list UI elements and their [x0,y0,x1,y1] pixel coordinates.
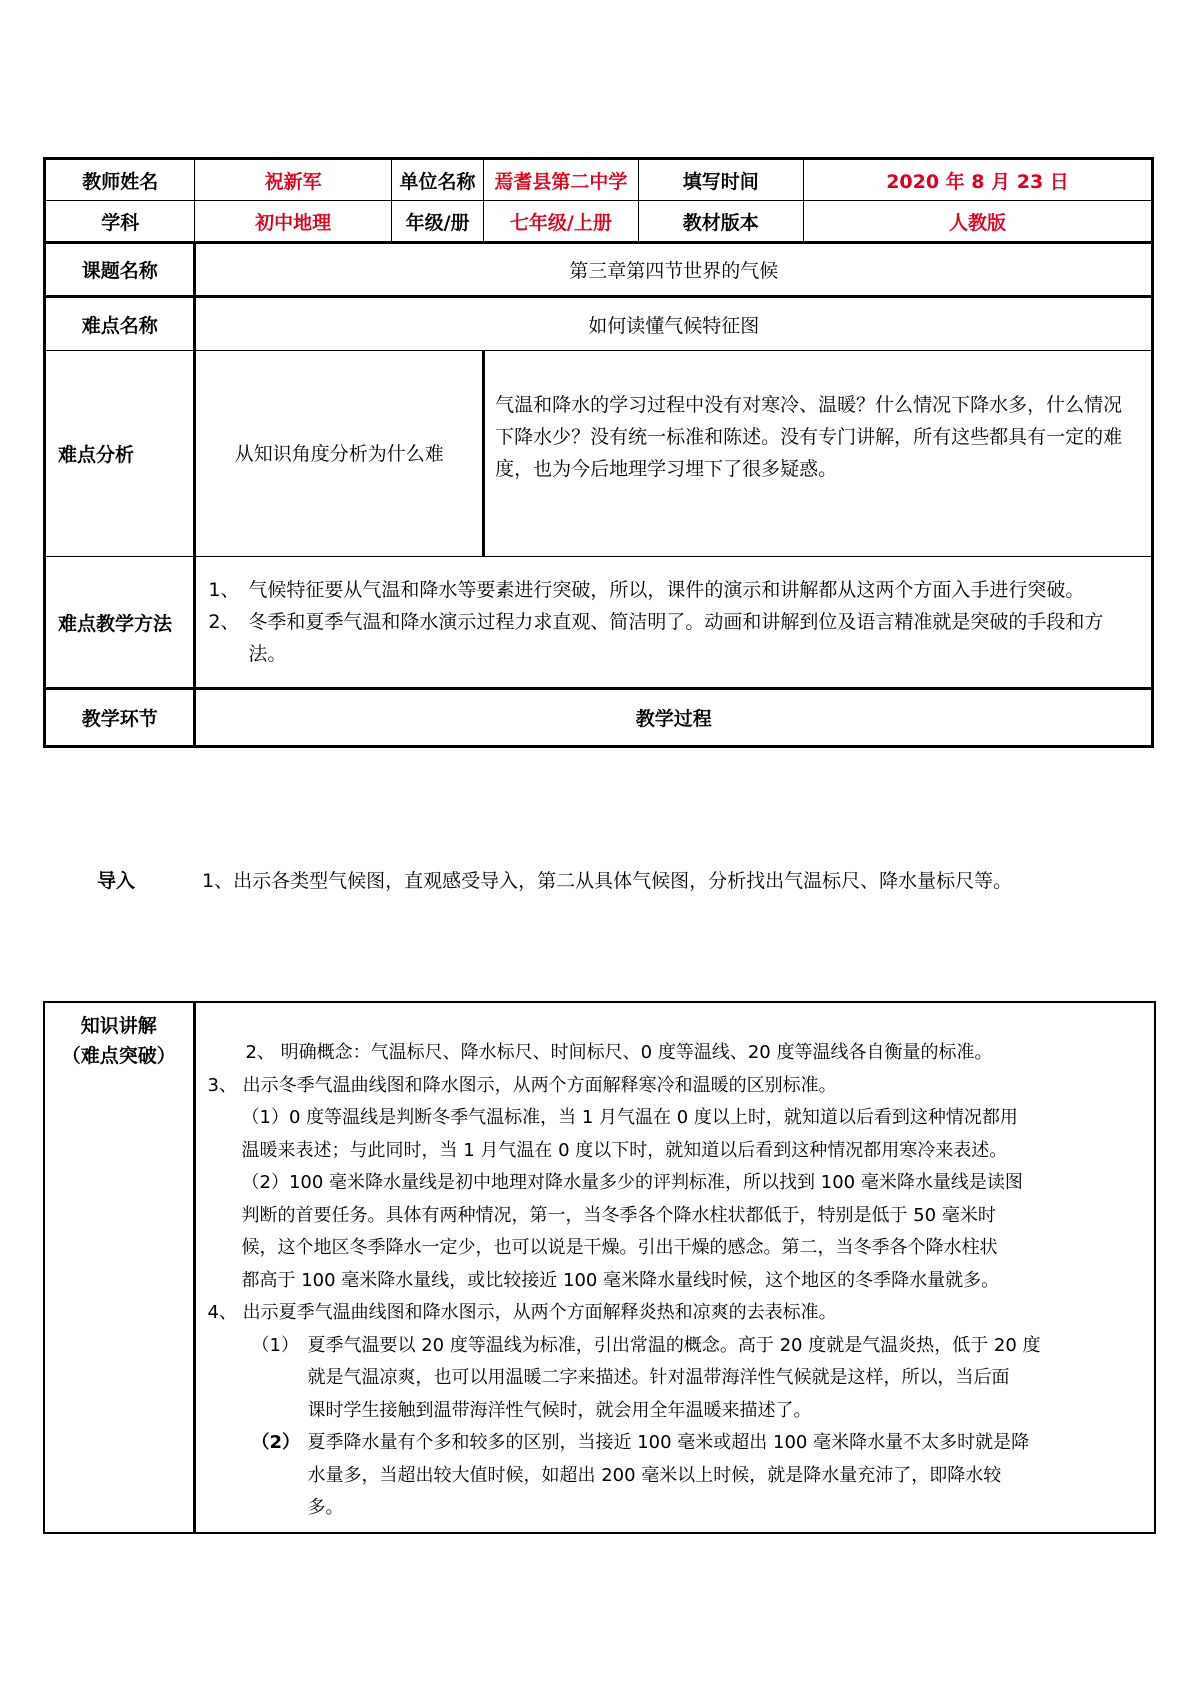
knowledge-label-line1: 知识讲解 [80,1015,157,1037]
method-item [208,574,1141,606]
subject-label: 学科 [45,201,195,243]
sub2-line: 夏季降水量有个多和较多的区别，当接近 100 毫米或超出 100 毫米降水量不太多时就是降 [307,1432,1030,1453]
process-label: 教学环节 [45,689,195,747]
teacher-value: 祝新军 [195,159,392,201]
sub1-line: 课时学生接触到温带海洋性气候时，就会用全年温暖来描述了。 [307,1399,812,1421]
knowledge-line: 2、 明确概念：气温标尺、降水标尺、时间标尺、0 度等温线、20 度等温线各自衡量的标准。 [245,1042,993,1063]
knowledge-line: 4、 出示夏季气温曲线图和降水图示，从两个方面解释炎热和凉爽的去表标准。 [207,1302,837,1323]
knowledge-line: （2）100 毫米降水量线是初中地理对降水量多少的评判标准，所以找到 100 毫米降水量线是读图 [241,1172,1023,1193]
teacher-label: 教师姓名 [45,159,195,201]
unit-label: 单位名称 [391,159,483,201]
intro-label: 导入 [97,870,136,892]
subject-value: 初中地理 [195,201,392,243]
method-item-num: 1、 [208,579,240,601]
knowledge-table [43,1001,1156,1534]
unit-value: 焉耆县第二中学 [484,159,638,201]
sub2-num: （2） [251,1432,301,1453]
analysis-text: 气温和降水的学习过程中没有对寒冷、温暖？什么情况下降水多，什么情况下降水少？没有统一标准和陈述。没有专门讲解，所有这些都具有一定的难度，也为今后地理学习埋下了很多疑惑。 [484,351,1153,557]
sub2-line: 多。 [307,1497,344,1518]
intro-section [97,866,1012,893]
topic-value: 第三章第四节世界的气候 [195,243,1153,297]
knowledge-content [194,1002,1155,1533]
knowledge-line: 判断的首要任务。具体有两种情况，第一，当冬季各个降水柱状都低于，特别是低于 50 毫米时 [241,1204,996,1226]
date-label: 填写时间 [638,159,803,201]
topic-label: 课题名称 [45,243,195,297]
knowledge-line: 都高于 100 毫米降水量线，或比较接近 100 毫米降水量线时候，这个地区的冬季降水量就多。 [241,1269,1000,1291]
grade-label: 年级/册 [391,201,483,243]
method-item-text: 气候特征要从气温和降水等要素进行突破，所以，课件的演示和讲解都从这两个方面入手进行突破。 [248,579,1085,601]
textbook-value: 人教版 [804,201,1153,243]
sub1-line: 就是气温凉爽，也可以用温暖二字来描述。针对温带海洋性气候就是这样，所以，当后面 [307,1367,1010,1388]
method-label: 难点教学方法 [45,557,195,689]
method-item-num: 2、 [208,611,240,633]
method-item [208,606,1141,670]
date-value: 2020 年 8 月 23 日 [804,159,1153,201]
knowledge-label [44,1002,194,1533]
sub1-line: 夏季气温要以 20 度等温线为标准，引出常温的概念。高于 20 度就是气温炎热，低于 20 度 [307,1334,1041,1356]
knowledge-sub-item-1 [196,1330,1155,1428]
difficulty-label: 难点名称 [45,297,195,351]
grade-value: 七年级/上册 [484,201,638,243]
textbook-label: 教材版本 [638,201,803,243]
method-item-text: 冬季和夏季气温和降水演示过程力求直观、简洁明了。动画和讲解到位及语言精准就是突破的手段和方法。 [248,611,1104,665]
analysis-sub-label: 从知识角度分析为什么难 [195,351,484,557]
process-value: 教学过程 [195,689,1153,747]
knowledge-line: 温暖来表述；与此同时，当 1 月气温在 0 度以下时，就知道以后看到这种情况都用寒冷来表述。 [241,1139,1008,1161]
method-list [195,557,1153,689]
knowledge-label-line2: （难点突破） [61,1045,176,1067]
knowledge-line: 候，这个地区冬季降水一定少，也可以说是干燥。引出干燥的感念。第二，当冬季各个降水柱状 [241,1237,998,1258]
sub1-num: （1） [251,1334,299,1356]
lesson-info-table [43,157,1154,748]
sub2-line: 水量多，当超出较大值时候，如超出 200 毫米以上时候，就是降水量充沛了，即降水较 [307,1464,1002,1486]
knowledge-line: 3、 出示冬季气温曲线图和降水图示，从两个方面解释寒冷和温暖的区别标准。 [207,1074,837,1096]
difficulty-value: 如何读懂气候特征图 [195,297,1153,351]
knowledge-sub-item-2 [196,1427,1155,1525]
analysis-label: 难点分析 [45,351,195,557]
knowledge-line: （1）0 度等温线是判断冬季气温标准，当 1 月气温在 0 度以上时，就知道以后看到这种情况都用 [241,1107,1018,1128]
intro-text: 1、出示各类型气候图，直观感受导入，第二从具体气候图，分析找出气温标尺、降水量标尺等。 [202,870,1013,892]
